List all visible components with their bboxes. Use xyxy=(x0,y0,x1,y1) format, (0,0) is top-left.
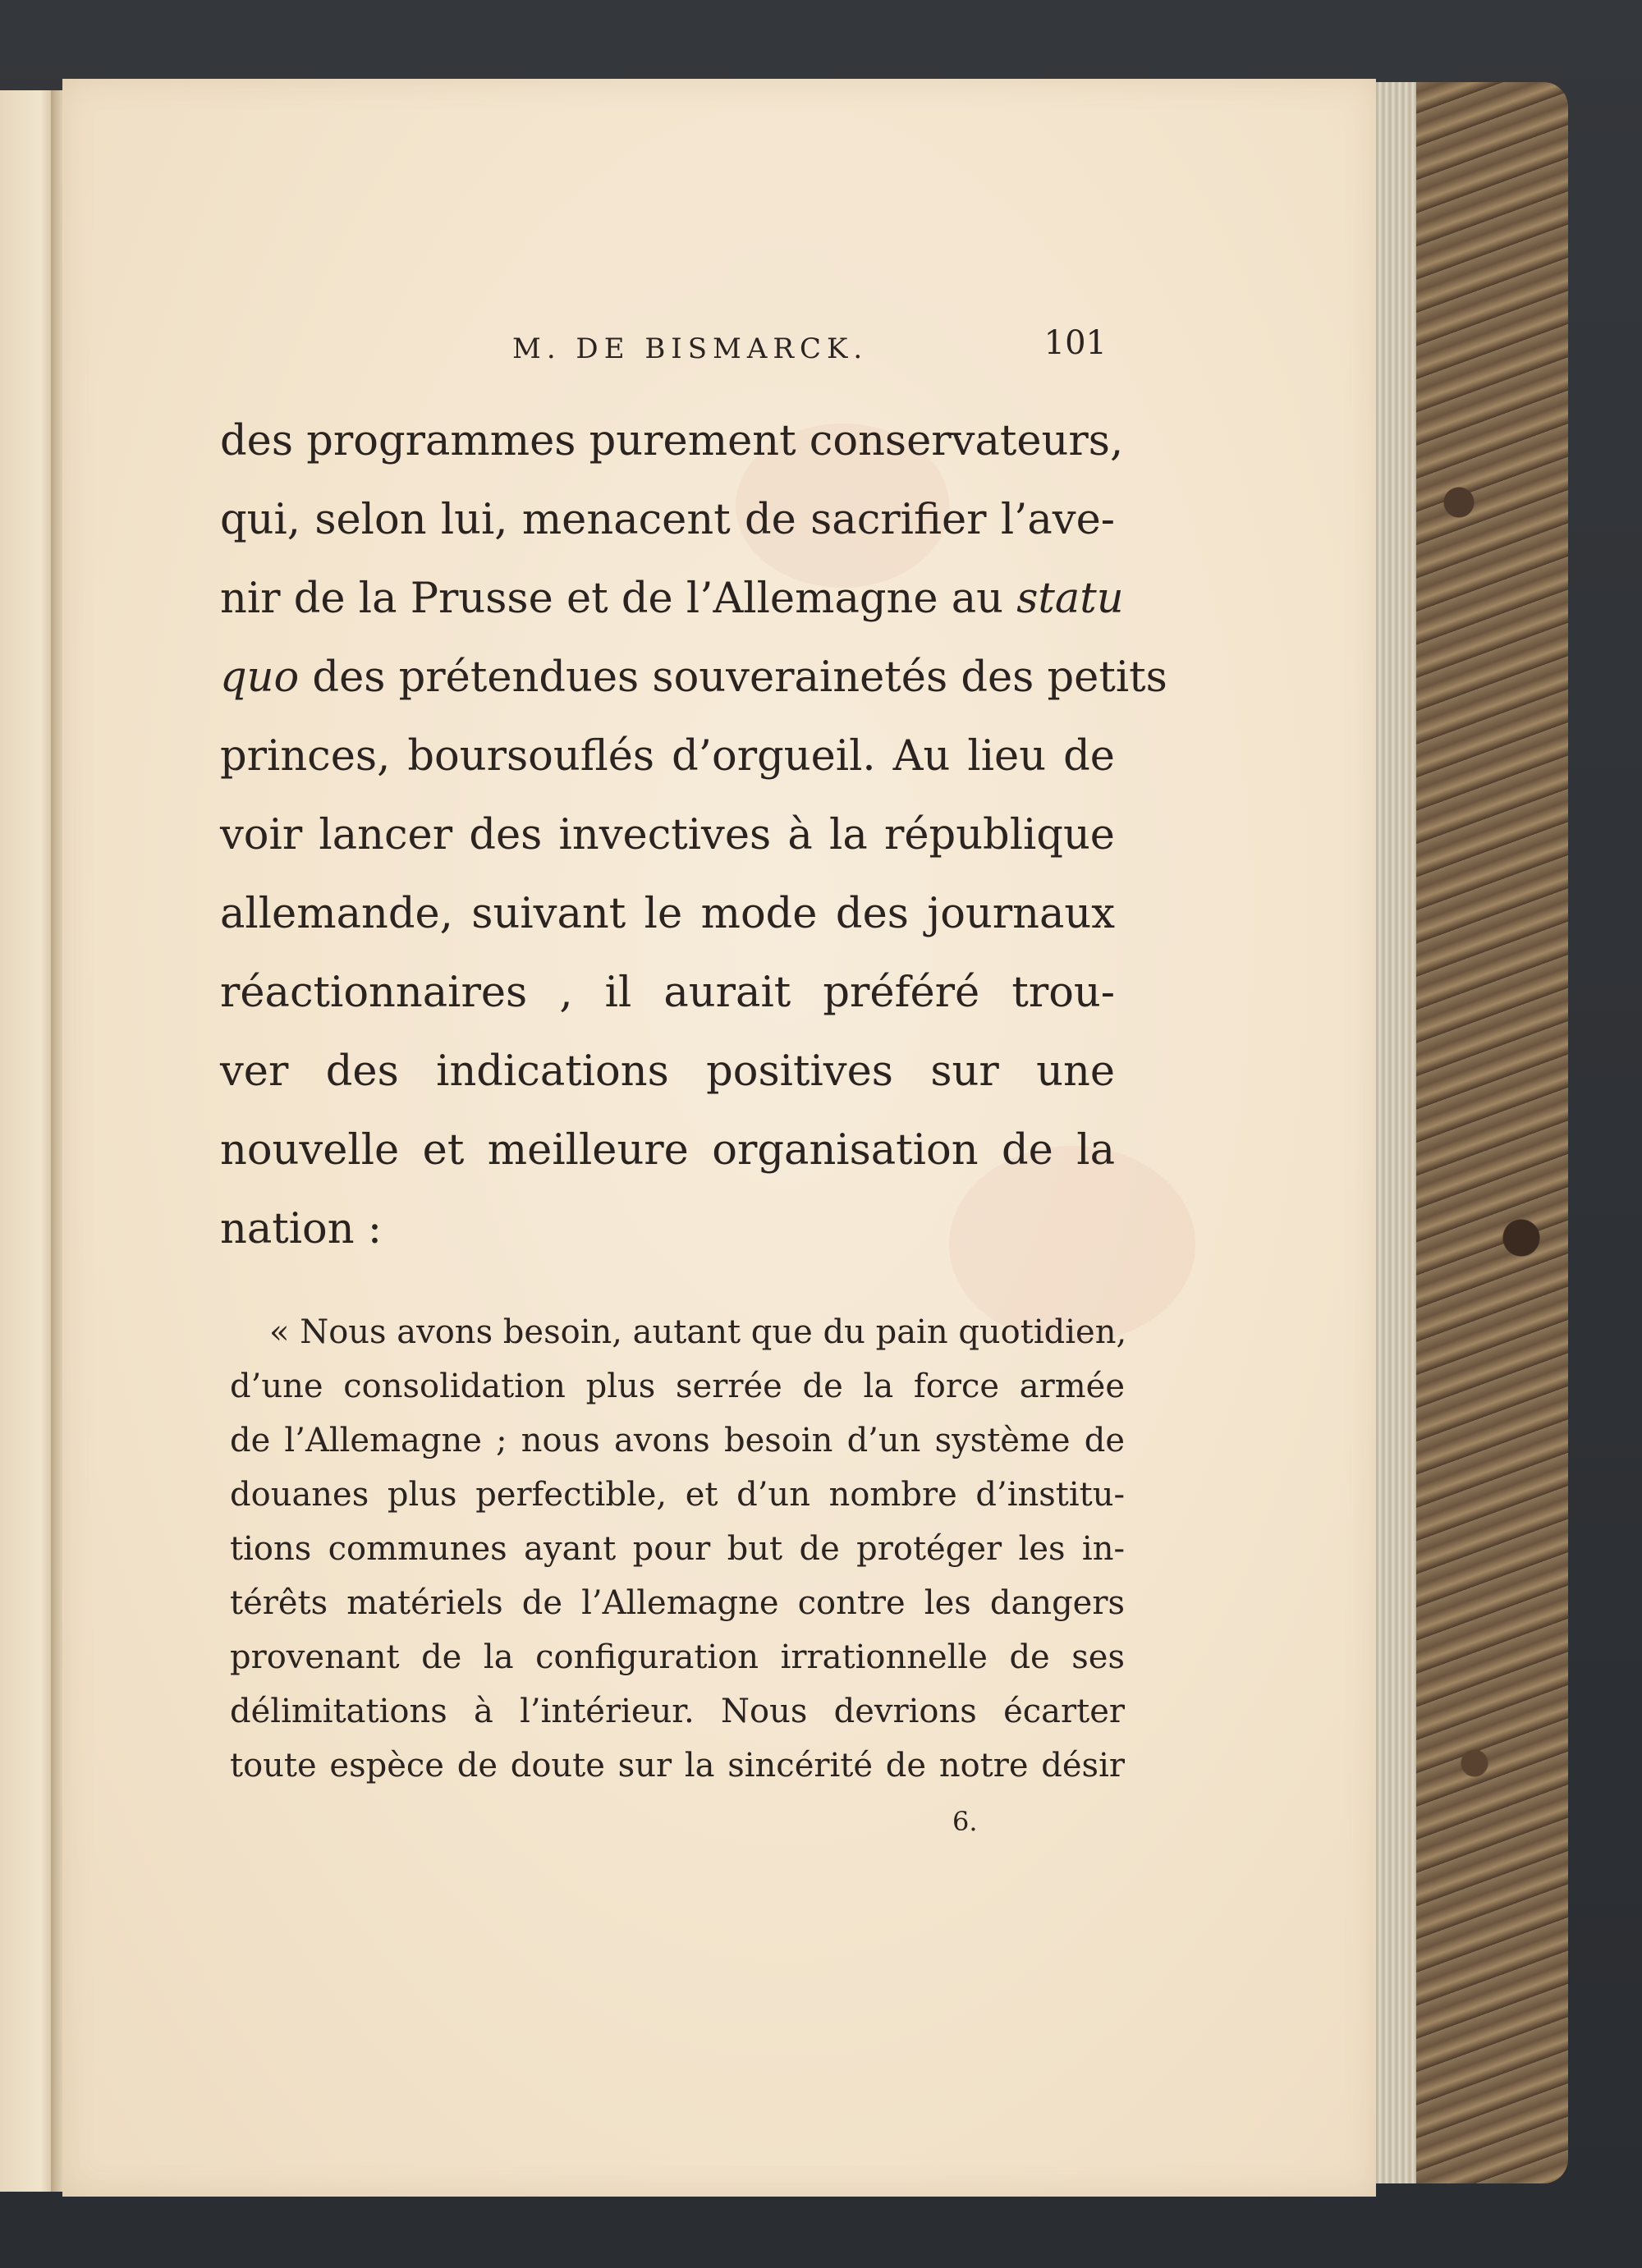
quote-line: provenant de la configuration irrationnelle de ses xyxy=(230,1638,1125,1676)
text-line: ver des indications positives sur une xyxy=(220,1047,1115,1096)
text-line: nouvelle et meilleure organisation de la xyxy=(220,1126,1115,1175)
text-line xyxy=(220,560,1124,639)
quote-line: tions communes ayant pour but de protéger les in- xyxy=(230,1530,1125,1568)
book-spine-cover xyxy=(1412,82,1568,2183)
text-line: voir lancer des invectives à la république xyxy=(220,811,1115,859)
text-line-segment: nir de la Prusse et de l’Allemagne au xyxy=(220,575,1003,623)
text-line: réactionnaires , il aurait préféré trou- xyxy=(220,969,1115,1017)
running-head-title: M. DE BISMARCK. xyxy=(512,332,869,365)
body-paragraph xyxy=(220,402,1167,1269)
quote-line: douanes plus perfectible, et d’un nombre d’institu- xyxy=(230,1476,1125,1514)
block-quote xyxy=(230,1305,1125,1793)
quote-line: d’une consolidation plus serrée de la force armée xyxy=(230,1368,1125,1405)
signature-mark: 6. xyxy=(952,1806,978,1837)
quote-line: toute espèce de doute sur la sincérité de notre désir xyxy=(230,1747,1125,1785)
page-number: 101 xyxy=(1043,324,1107,362)
text-line: nation : xyxy=(220,1205,383,1253)
text-line: princes, boursouflés d’orgueil. Au lieu de xyxy=(220,732,1115,781)
italic-word: statu xyxy=(1016,575,1124,623)
quote-line: térêts matériels de l’Allemagne contre les dangers xyxy=(230,1584,1125,1622)
text-line-segment: des prétendues souverainetés des petits xyxy=(312,653,1167,702)
left-page-edge xyxy=(0,90,57,2192)
text-line: des programmes purement conservateurs, xyxy=(220,417,1124,465)
running-head xyxy=(220,324,1115,382)
text-line xyxy=(220,639,1167,717)
quote-line: de l’Allemagne ; nous avons besoin d’un système de xyxy=(230,1422,1125,1459)
italic-word: quo xyxy=(220,653,300,702)
quote-line: délimitations à l’intérieur. Nous devrions écarter xyxy=(230,1693,1125,1730)
text-line: qui, selon lui, menacent de sacrifier l’ave- xyxy=(220,496,1115,544)
quote-line: « Nous avons besoin, autant que du pain quotidien, xyxy=(269,1313,1127,1351)
text-line: allemande, suivant le mode des journaux xyxy=(220,890,1115,938)
